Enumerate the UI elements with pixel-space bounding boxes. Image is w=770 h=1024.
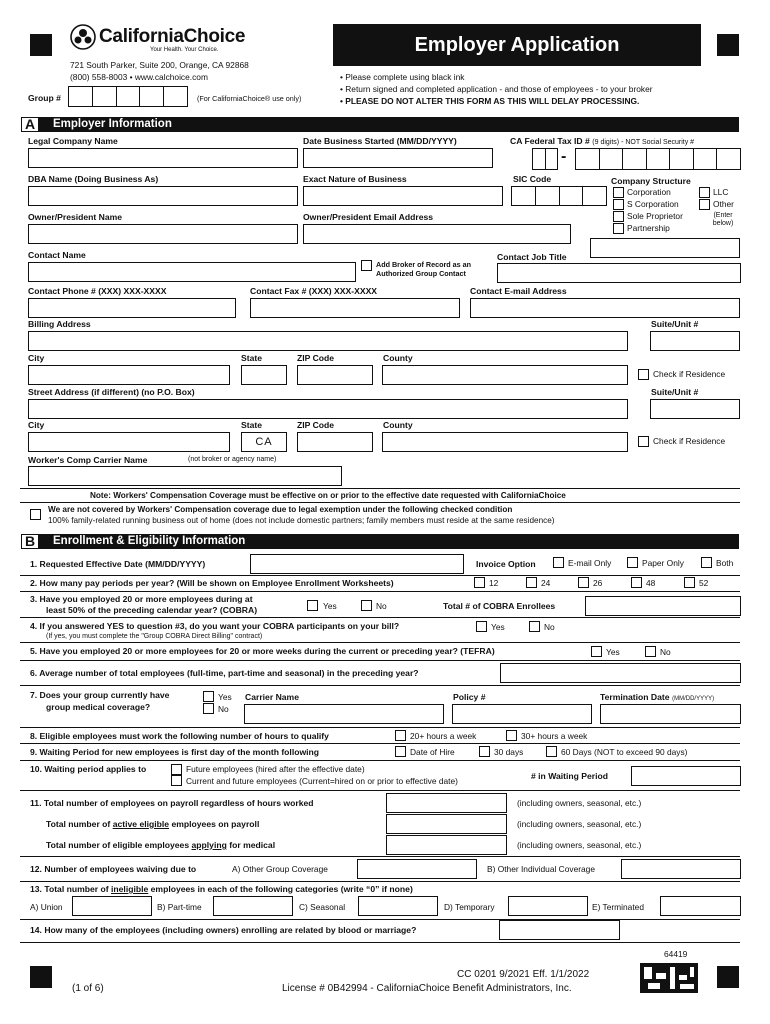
q8-20-hours-checkbox[interactable] <box>395 730 406 741</box>
license-text: License # 0B42994 - CaliforniaChoice Benefit Administrators, Inc. <box>282 983 572 994</box>
q11-active-eligible-label <box>46 819 259 829</box>
registration-mark-bottom-right <box>717 966 739 988</box>
q5-no-checkbox[interactable] <box>645 646 656 657</box>
billing-state-field[interactable] <box>241 365 287 385</box>
contact-name-label: Contact Name <box>28 250 86 260</box>
seasonal-count-field[interactable] <box>358 896 438 916</box>
pay-26-checkbox[interactable] <box>578 577 589 588</box>
carrier-name-label: Carrier Name <box>245 692 299 702</box>
divider <box>20 727 740 728</box>
q4-no-label: No <box>544 622 555 632</box>
street-state-field[interactable] <box>241 432 287 452</box>
active-eligible-note: (including owners, seasonal, etc.) <box>517 819 642 829</box>
pay-48-checkbox[interactable] <box>631 577 642 588</box>
q5-tefra-label: 5. Have you employed 20 or more employees for 20 or more weeks during the current or preceding year? (TEFRA) <box>30 646 495 656</box>
divider <box>20 856 740 857</box>
street-residence-checkbox[interactable] <box>638 436 649 447</box>
applying-medical-note: (including owners, seasonal, etc.) <box>517 840 642 850</box>
street-zip-label: ZIP Code <box>297 420 335 430</box>
q11-applying-post: for medical <box>226 840 276 850</box>
structure-other-note: (Enter below) <box>712 212 734 227</box>
owner-email-label: Owner/President Email Address <box>303 212 434 222</box>
divider <box>20 575 740 576</box>
page-indicator: (1 of 6) <box>72 983 104 994</box>
workers-comp-note-line: Note: Workers' Compensation Coverage must be effective on or prior to the effective date requested with CaliforniaChoice <box>90 491 566 500</box>
other-individual-coverage-field[interactable] <box>621 859 741 879</box>
registration-mark-bottom-left <box>30 966 52 988</box>
street-county-label: County <box>383 420 413 430</box>
q5-yes-label: Yes <box>606 647 620 657</box>
tax-id-dash: - <box>561 148 567 165</box>
billing-residence-checkbox[interactable] <box>638 369 649 380</box>
billing-city-field[interactable] <box>28 365 230 385</box>
contact-phone-label: Contact Phone # (XXX) XXX-XXXX <box>28 286 167 296</box>
divider <box>20 591 740 592</box>
billing-residence-label: Check if Residence <box>653 369 726 379</box>
invoice-email-label: E-mail Only <box>568 558 612 568</box>
street-suite-field[interactable] <box>650 399 740 419</box>
q3-no-label: No <box>376 601 387 611</box>
structure-sole-proprietor-checkbox[interactable] <box>613 211 624 222</box>
policy-number-label: Policy # <box>453 692 486 702</box>
q13-ineligible-pre: 13. Total number of <box>30 884 112 894</box>
structure-other-checkbox[interactable] <box>699 199 710 210</box>
structure-partnership-label: Partnership <box>627 223 670 233</box>
pay-52-checkbox[interactable] <box>684 577 695 588</box>
section-b-title: Enrollment & Eligibility Information <box>53 535 246 547</box>
q3-cobra-label-line-1: 3. Have you employed 20 or more employees during at <box>30 594 253 604</box>
sic-code-field[interactable] <box>511 186 607 206</box>
q13-ineligible-label <box>30 884 413 894</box>
q11-payroll-label: 11. Total number of employees on payroll regardless of hours worked <box>30 798 314 808</box>
q3-yes-checkbox[interactable] <box>307 600 318 611</box>
pay-52-label: 52 <box>699 578 709 588</box>
other-group-coverage-field[interactable] <box>357 859 477 879</box>
pay-24-checkbox[interactable] <box>526 577 537 588</box>
divider <box>20 919 740 920</box>
q7-no-label: No <box>218 704 229 714</box>
q10-current-checkbox[interactable] <box>171 775 182 786</box>
q3-yes-label: Yes <box>323 601 337 611</box>
registration-mark-top-left <box>30 34 52 56</box>
billing-county-label: County <box>383 353 413 363</box>
workers-comp-label: Worker's Comp Carrier Name <box>28 455 148 465</box>
q7-coverage-label-line-2: group medical coverage? <box>46 702 151 712</box>
structure-s-corp-label: S Corporation <box>627 199 679 209</box>
contact-phone-field[interactable] <box>28 298 236 318</box>
effective-date-field[interactable] <box>250 554 464 574</box>
section-a-letter: A <box>21 117 39 132</box>
street-address-label: Street Address (if different) (no P.O. Box) <box>28 387 195 397</box>
registration-mark-top-right <box>717 34 739 56</box>
structure-corporation-checkbox[interactable] <box>613 187 624 198</box>
q9-waiting-period-label: 9. Waiting Period for new employees is first day of the month following <box>30 747 320 757</box>
q7-yes-label: Yes <box>218 692 232 702</box>
divider <box>20 790 740 791</box>
group-number-field[interactable] <box>68 86 188 107</box>
add-broker-checkbox[interactable] <box>361 260 372 271</box>
divider <box>20 942 740 943</box>
tax-id-note: (9 digits) - NOT Social Security # <box>592 139 695 146</box>
section-b-letter: B <box>21 534 39 549</box>
nature-of-business-field[interactable] <box>303 186 503 206</box>
q11-active-eligible-pre: Total number of <box>46 819 113 829</box>
q8-30-hours-label: 30+ hours a week <box>521 731 588 741</box>
q8-30-hours-checkbox[interactable] <box>506 730 517 741</box>
q13-seasonal-label: C) Seasonal <box>299 902 346 912</box>
payroll-total-field[interactable] <box>386 793 507 813</box>
q14-related-label: 14. How many of the employees (including owners) enrolling are related by blood or marriage? <box>30 925 417 935</box>
q9-date-of-hire-checkbox[interactable] <box>395 746 406 757</box>
tax-id-prefix-field[interactable] <box>532 148 558 170</box>
q6-average-employees-label: 6. Average number of total employees (full-time, part-time and seasonal) in the preceding year? <box>30 668 419 678</box>
date-business-started-label: Date Business Started (MM/DD/YYYY) <box>303 136 457 146</box>
street-residence-label: Check if Residence <box>653 436 726 446</box>
q12-other-individual-label: B) Other Individual Coverage <box>487 864 595 874</box>
q9-30-days-label: 30 days <box>494 747 524 757</box>
section-a-title: Employer Information <box>53 118 172 130</box>
contact-email-field[interactable] <box>470 298 740 318</box>
group-number-note: (For CaliforniaChoice® use only) <box>197 94 302 103</box>
q5-no-label: No <box>660 647 671 657</box>
contact-job-title-label: Contact Job Title <box>497 252 567 262</box>
cobra-total-label: Total # of COBRA Enrollees <box>443 601 556 611</box>
q9-60-days-checkbox[interactable] <box>546 746 557 757</box>
section-b-header <box>21 534 739 549</box>
q8-hours-label: 8. Eligible employees must work the following number of hours to qualify <box>30 731 329 741</box>
divider <box>20 502 740 503</box>
q10-future-checkbox[interactable] <box>171 764 182 775</box>
q4-yes-checkbox[interactable] <box>476 621 487 632</box>
q9-60-days-label: 60 Days (NOT to exceed 90 days) <box>561 747 688 757</box>
termination-date-label <box>600 692 714 704</box>
divider <box>20 660 740 661</box>
logo-wordmark: CaliforniaChoice <box>99 26 246 47</box>
q3-no-checkbox[interactable] <box>361 600 372 611</box>
logo-mark-icon <box>70 24 96 50</box>
company-contact: (800) 558-8003 • www.calchoice.com <box>70 72 208 82</box>
tax-id-label-text: CA Federal Tax ID # <box>510 136 590 146</box>
nature-of-business-label: Exact Nature of Business <box>303 174 407 184</box>
termination-date-format: (MM/DD/YYYY) <box>672 696 715 702</box>
q7-no-checkbox[interactable] <box>203 703 214 714</box>
billing-address-field[interactable] <box>28 331 628 351</box>
dba-name-field[interactable] <box>28 186 298 206</box>
part-time-count-field[interactable] <box>213 896 293 916</box>
company-address: 721 South Parker, Suite 200, Orange, CA 92868 <box>70 60 249 70</box>
active-eligible-field[interactable] <box>386 814 507 834</box>
waiting-period-count-field[interactable] <box>631 766 741 786</box>
form-title: Employer Application <box>414 34 620 56</box>
q4-cobra-bill-label: 4. If you answered YES to question #3, do you want your COBRA participants on your bill? <box>30 621 400 631</box>
q4-no-checkbox[interactable] <box>529 621 540 632</box>
q4-yes-label: Yes <box>491 622 505 632</box>
invoice-paper-label: Paper Only <box>642 558 684 568</box>
q9-date-of-hire-label: Date of Hire <box>410 747 455 757</box>
company-logo <box>70 24 270 58</box>
q11-applying-label <box>46 840 275 850</box>
billing-county-field[interactable] <box>382 365 628 385</box>
contact-fax-label: Contact Fax # (XXX) XXX-XXXX <box>250 286 378 296</box>
date-business-started-field[interactable] <box>303 148 493 168</box>
billing-suite-field[interactable] <box>650 331 740 351</box>
street-address-field[interactable] <box>28 399 628 419</box>
q11-applying-pre: Total number of eligible employees <box>46 840 192 850</box>
tax-id-suffix-field[interactable] <box>575 148 741 170</box>
q8-20-hours-label: 20+ hours a week <box>410 731 477 741</box>
union-count-field[interactable] <box>72 896 152 916</box>
carrier-name-field[interactable] <box>244 704 444 724</box>
applying-medical-field[interactable] <box>386 835 507 855</box>
sic-code-label: SIC Code <box>513 174 552 184</box>
pay-12-checkbox[interactable] <box>474 577 485 588</box>
dba-name-label: DBA Name (Doing Business As) <box>28 174 159 184</box>
legal-company-name-field[interactable] <box>28 148 298 168</box>
divider <box>20 617 740 618</box>
q12-waiving-label: 12. Number of employees waiving due to <box>30 864 197 874</box>
q13-ineligible-emphasis: ineligible <box>111 884 149 894</box>
logo-tagline: Your Health. Your Choice. <box>150 47 219 53</box>
q2-pay-periods-label: 2. How many pay periods per year? (Will be shown on Employee Enrollment Worksheets) <box>30 578 394 588</box>
billing-city-label: City <box>28 353 45 363</box>
billing-zip-label: ZIP Code <box>297 353 335 363</box>
q13-temporary-label: D) Temporary <box>444 902 495 912</box>
exemption-checkbox[interactable] <box>30 509 41 520</box>
legal-company-name-label: Legal Company Name <box>28 136 118 146</box>
waiting-period-count-label: # in Waiting Period <box>531 771 609 781</box>
contact-job-title-field[interactable] <box>497 263 741 283</box>
form-code: CC 0201 9/2021 Eff. 1/1/2022 <box>457 969 590 980</box>
q13-union-label: A) Union <box>30 902 63 912</box>
structure-partnership-checkbox[interactable] <box>613 223 624 234</box>
q13-ineligible-post: employees in each of the following categories (write “0” if none) <box>148 884 413 894</box>
street-zip-field[interactable] <box>297 432 373 452</box>
average-employees-field[interactable] <box>500 663 741 683</box>
invoice-both-checkbox[interactable] <box>701 557 712 568</box>
structure-other-field[interactable] <box>590 238 740 258</box>
q10-applies-to-label: 10. Waiting period applies to <box>30 764 147 774</box>
q7-coverage-label-line-1: 7. Does your group currently have <box>30 690 170 700</box>
structure-llc-checkbox[interactable] <box>699 187 710 198</box>
form-number: 64419 <box>664 949 688 959</box>
q11-active-eligible-post: employees on payroll <box>169 819 260 829</box>
divider <box>20 881 740 882</box>
q10-future-label: Future employees (hired after the effective date) <box>186 764 365 774</box>
exemption-line-1: We are not covered by Workers' Compensation coverage due to legal exemption under the following checked condition <box>48 505 513 514</box>
invoice-option-label: Invoice Option <box>476 559 536 569</box>
q1-effective-date-label: 1. Requested Effective Date (MM/DD/YYYY) <box>30 559 206 569</box>
instruction-1: • Please complete using black ink <box>340 72 465 82</box>
billing-zip-field[interactable] <box>297 365 373 385</box>
q13-terminated-label: E) Terminated <box>592 902 644 912</box>
q9-30-days-checkbox[interactable] <box>479 746 490 757</box>
cobra-total-field[interactable] <box>585 596 741 616</box>
owner-name-field[interactable] <box>28 224 298 244</box>
termination-date-field[interactable] <box>600 704 741 724</box>
street-city-field[interactable] <box>28 432 230 452</box>
company-structure-label: Company Structure <box>611 176 691 186</box>
invoice-paper-checkbox[interactable] <box>627 557 638 568</box>
billing-state-label: State <box>241 353 263 363</box>
contact-fax-field[interactable] <box>250 298 460 318</box>
q7-yes-checkbox[interactable] <box>203 691 214 702</box>
q11-active-eligible-emphasis: active eligible <box>112 819 170 829</box>
q5-yes-checkbox[interactable] <box>591 646 602 657</box>
barcode-icon <box>640 963 698 993</box>
instruction-2: • Return signed and completed application - and those of employees - to your broker <box>340 84 653 94</box>
divider <box>20 743 740 744</box>
divider <box>20 685 740 686</box>
divider <box>20 642 740 643</box>
tax-id-label <box>510 136 694 148</box>
street-state-value: CA <box>255 436 273 448</box>
q4-note: (If yes, you must complete the "Group COBRA Direct Billing" contract) <box>46 633 263 640</box>
terminated-count-field[interactable] <box>660 896 741 916</box>
structure-corporation-label: Corporation <box>627 187 671 197</box>
contact-name-field[interactable] <box>28 262 356 282</box>
street-suite-label: Suite/Unit # <box>651 387 699 397</box>
structure-other-label: Other <box>713 199 734 209</box>
divider <box>20 760 740 761</box>
billing-suite-label: Suite/Unit # <box>651 319 699 329</box>
billing-address-label: Billing Address <box>28 319 91 329</box>
workers-comp-field[interactable] <box>28 466 342 486</box>
street-county-field[interactable] <box>382 432 628 452</box>
section-a-header <box>21 117 739 132</box>
temporary-count-field[interactable] <box>508 896 588 916</box>
invoice-email-checkbox[interactable] <box>553 557 564 568</box>
street-city-label: City <box>28 420 45 430</box>
payroll-total-note: (including owners, seasonal, etc.) <box>517 798 642 808</box>
related-count-field[interactable] <box>499 920 620 940</box>
invoice-both-label: Both <box>716 558 734 568</box>
q11-applying-emphasis: applying <box>191 840 227 850</box>
pay-12-label: 12 <box>489 578 499 588</box>
owner-name-label: Owner/President Name <box>28 212 123 222</box>
pay-26-label: 26 <box>593 578 603 588</box>
pay-48-label: 48 <box>646 578 656 588</box>
street-state-label: State <box>241 420 263 430</box>
termination-date-label-text: Termination Date <box>600 692 670 702</box>
instruction-3: • PLEASE DO NOT ALTER THIS FORM AS THIS WILL DELAY PROCESSING. <box>340 96 640 106</box>
exemption-line-2: 100% family-related running business out of home (does not include domestic partners; family members must reside at the same residence) <box>48 516 555 525</box>
q13-part-time-label: B) Part-time <box>157 902 202 912</box>
structure-llc-label: LLC <box>713 187 729 197</box>
form-title-banner <box>333 24 701 66</box>
q12-other-group-label: A) Other Group Coverage <box>232 864 328 874</box>
q3-cobra-label-line-2: least 50% of the preceding calendar year? (COBRA) <box>46 605 258 615</box>
pay-24-label: 24 <box>541 578 551 588</box>
structure-sole-proprietor-label: Sole Proprietor <box>627 211 683 221</box>
add-broker-label: Add Broker of Record as an Authorized Group Contact <box>376 260 472 278</box>
q10-current-label: Current and future employees (Current=hired on or prior to effective date) <box>186 776 458 786</box>
structure-s-corp-checkbox[interactable] <box>613 199 624 210</box>
contact-email-label: Contact E-mail Address <box>470 286 567 296</box>
owner-email-field[interactable] <box>303 224 571 244</box>
group-number-label: Group # <box>28 93 61 103</box>
policy-number-field[interactable] <box>452 704 592 724</box>
workers-comp-note: (not broker or agency name) <box>188 456 277 463</box>
divider <box>20 488 740 489</box>
